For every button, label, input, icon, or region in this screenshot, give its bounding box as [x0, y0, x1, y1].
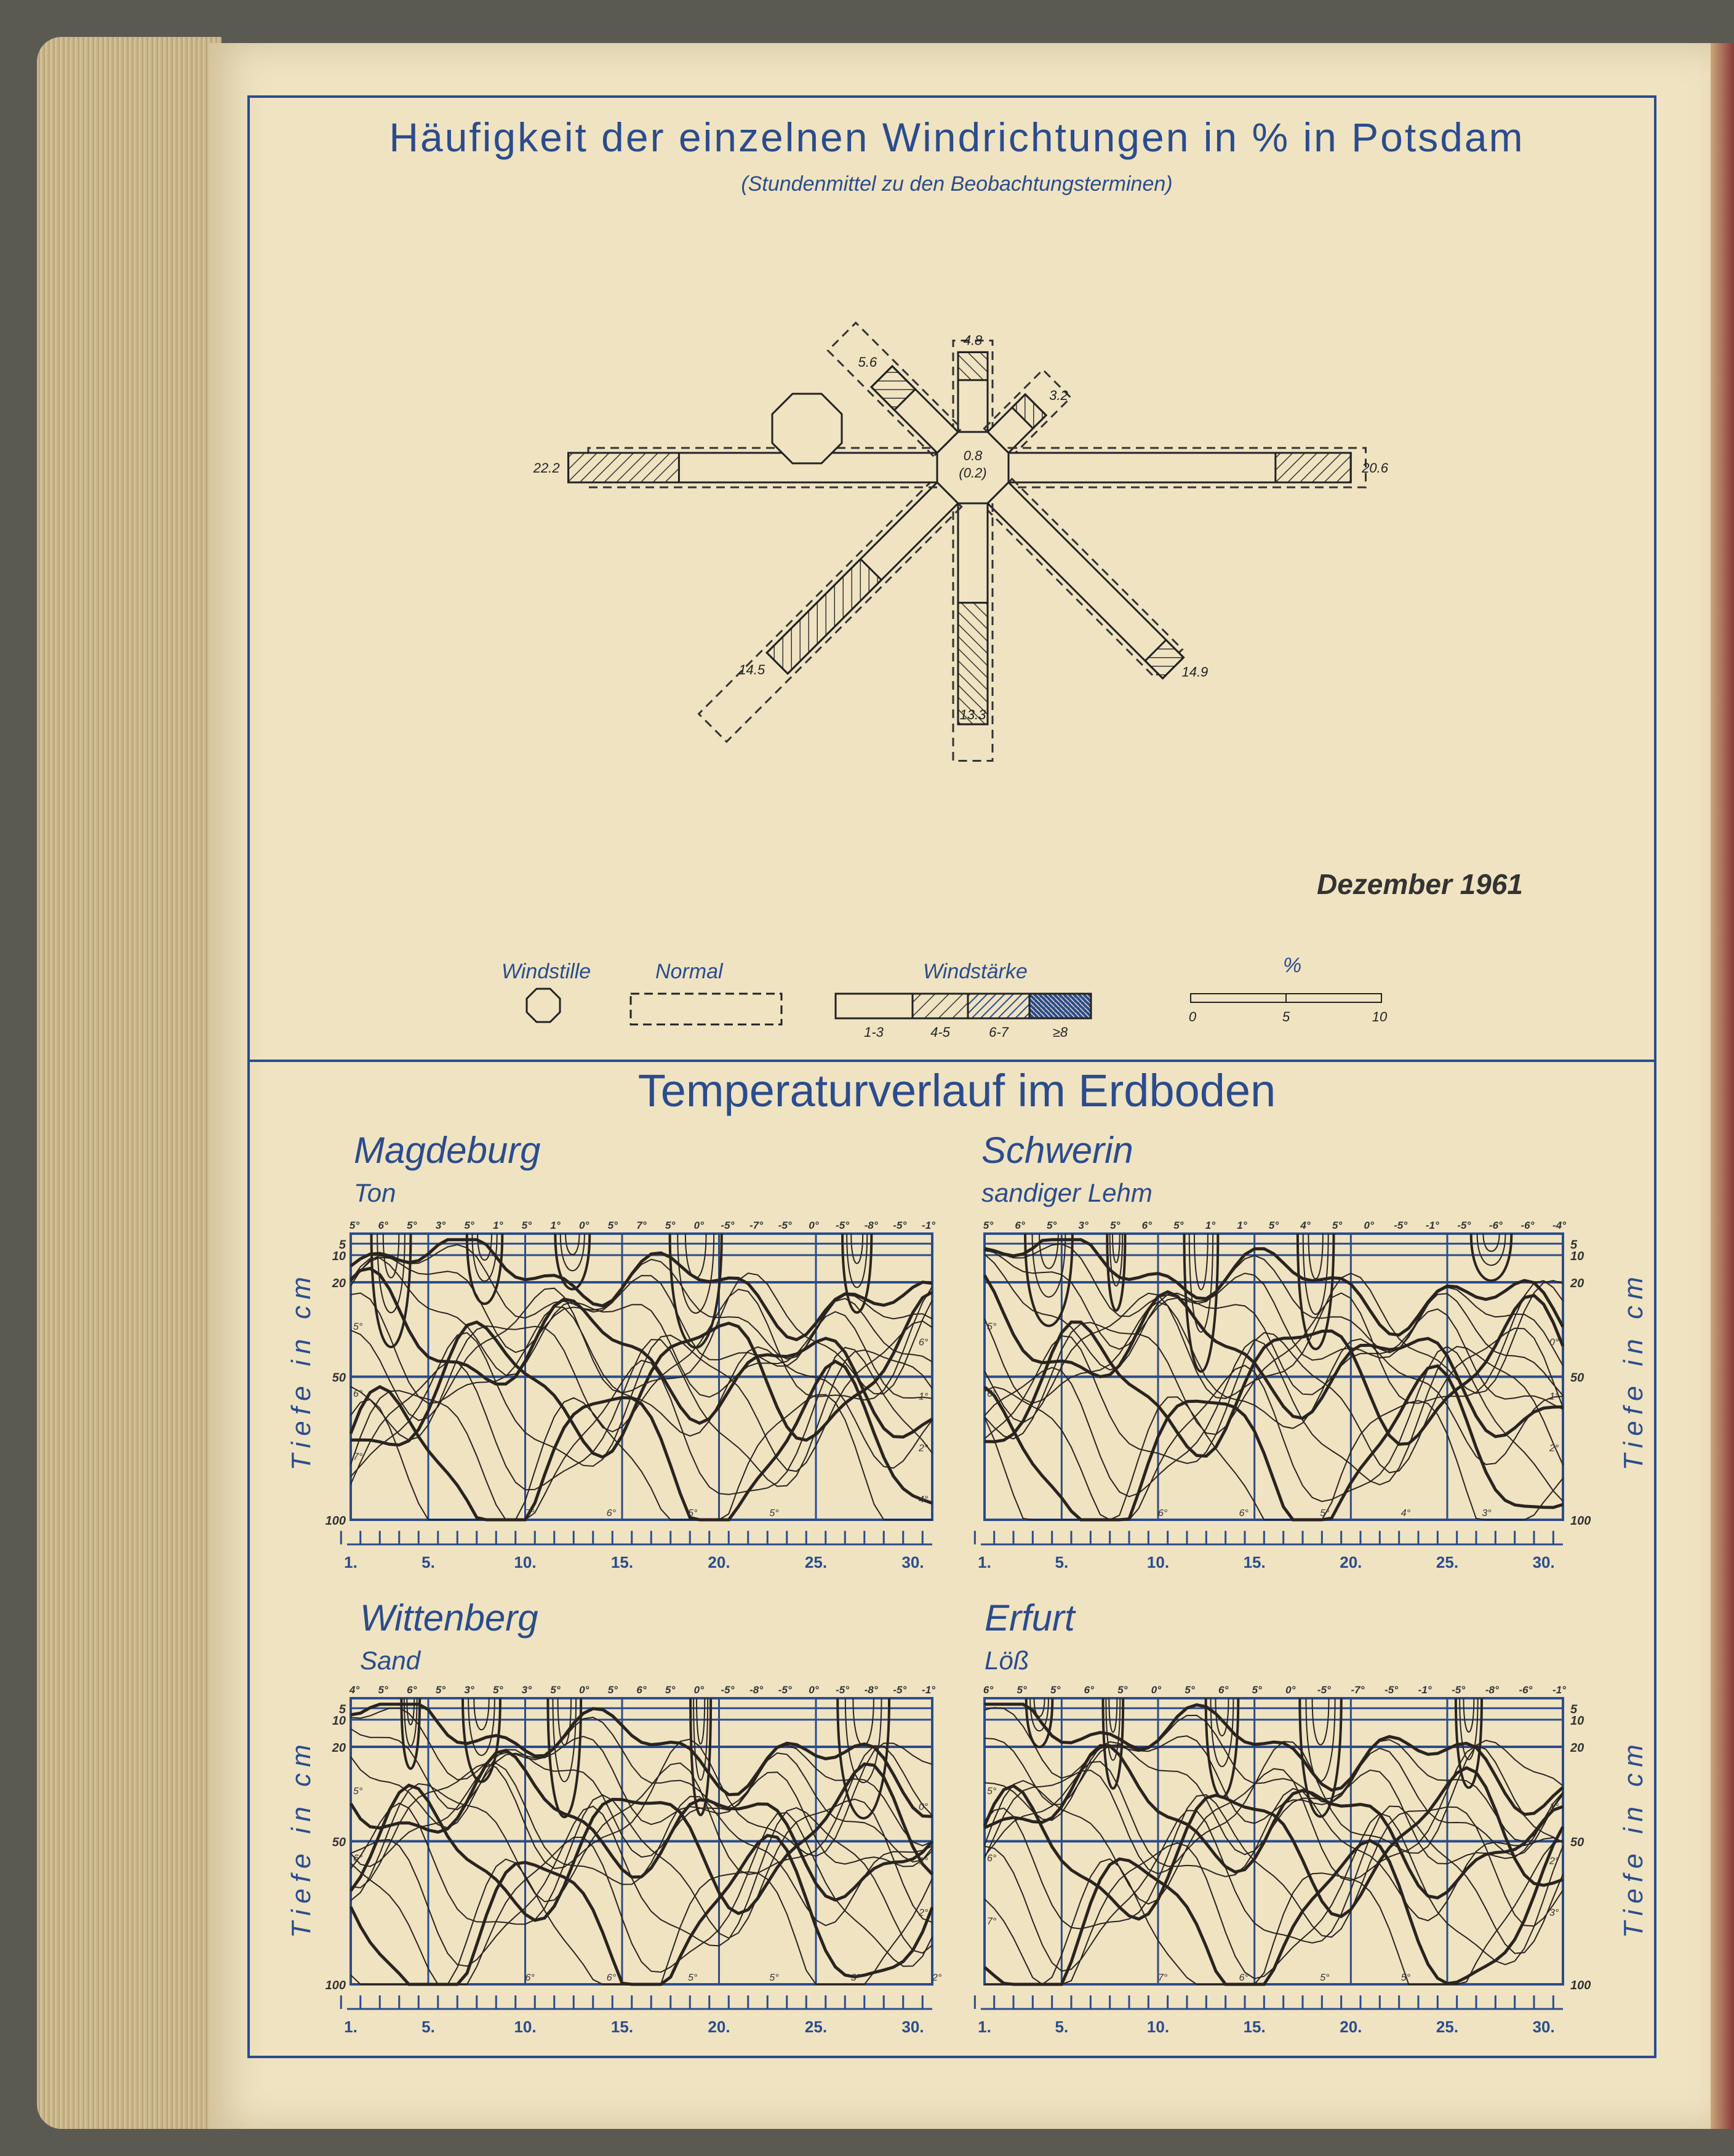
right-isotherm-label: 0°: [1549, 1337, 1559, 1348]
top-isotherm-label: 3°: [464, 1684, 474, 1696]
isotherm: [351, 1293, 932, 1469]
soil-temp-chart-magdeburg: [325, 1209, 960, 1591]
top-isotherm-label: 5°: [1252, 1684, 1262, 1696]
top-isotherm-label: -1°: [922, 1684, 935, 1696]
depth-tick-label: 10: [1570, 1714, 1584, 1728]
day-tick-label: 25.: [1436, 2018, 1459, 2036]
top-isotherm-label: 5°: [464, 1220, 474, 1231]
book-page-edges: [37, 37, 222, 2129]
wind-bar-hatched: [569, 453, 679, 482]
legend-force-1-3: [836, 994, 913, 1018]
top-isotherm-label: -1°: [1425, 1220, 1439, 1231]
top-isotherm-label: 6°: [1015, 1220, 1025, 1231]
top-isotherm-label: -5°: [836, 1220, 850, 1231]
day-tick-label: 20.: [708, 2018, 730, 2036]
top-isotherm-label: 5°: [521, 1220, 532, 1231]
top-isotherm-label: 6°: [1084, 1684, 1094, 1696]
isotherm: [985, 1827, 1563, 1984]
right-isotherm-label: 3°: [1549, 1907, 1559, 1918]
soil-temp-chart-wittenberg: [325, 1674, 960, 2055]
top-isotherm-label: 6°: [378, 1220, 388, 1231]
bottom-isotherm-label: 5°: [1320, 1973, 1330, 1983]
day-tick-label: 20.: [708, 1553, 730, 1571]
day-tick-label: 15.: [610, 2018, 634, 2036]
top-isotherm-label: 1°: [493, 1220, 503, 1231]
side-isotherm-label: 5°: [987, 1321, 997, 1332]
isotherm-loop: [851, 1234, 863, 1263]
day-tick-label: 20.: [1340, 1553, 1362, 1571]
right-isotherm-label: 1°: [919, 1391, 929, 1402]
top-isotherm-label: 6°: [636, 1684, 647, 1696]
bottom-isotherm-label: 7°: [1158, 1973, 1168, 1983]
top-isotherm-label: 5°: [407, 1220, 417, 1231]
isotherm-loop: [853, 1698, 874, 1746]
station-name-schwerin: Schwerin: [981, 1130, 1133, 1171]
wind-value-label-w: 22.2: [533, 460, 560, 476]
top-isotherm-label: 5°: [1110, 1220, 1121, 1231]
soil-type-erfurt: Löß: [985, 1646, 1029, 1675]
top-isotherm-label: -8°: [749, 1684, 764, 1696]
isotherm-loop: [1464, 1698, 1474, 1732]
top-isotherm-label: 6°: [983, 1684, 994, 1696]
depth-tick-label: 5: [338, 1238, 346, 1252]
top-isotherm-label: 5°: [983, 1220, 994, 1231]
top-isotherm-label: 3°: [1078, 1220, 1089, 1231]
top-isotherm-label: 0°: [1364, 1220, 1374, 1231]
book-binding-edge: [1711, 43, 1734, 2129]
side-isotherm-label: 6°: [987, 1853, 997, 1864]
wind-arm-n: [953, 341, 993, 433]
bottom-isotherm-label: 5°: [688, 1508, 698, 1519]
top-isotherm-label: -6°: [1520, 1220, 1535, 1231]
depth-tick-label: 100: [325, 1514, 346, 1528]
isotherm: [985, 1742, 1563, 1864]
top-isotherm-label: -6°: [1488, 1220, 1503, 1231]
top-isotherm-label: 0°: [809, 1220, 819, 1231]
isotherm-loop: [1109, 1698, 1117, 1732]
top-isotherm-label: 5°: [1117, 1684, 1128, 1696]
depth-tick-label: 50: [332, 1371, 346, 1385]
isotherm: [985, 1736, 1563, 1856]
right-isotherm-label: 2°: [1549, 1443, 1559, 1454]
isotherm-loop: [1308, 1234, 1322, 1279]
wind-value-label-ne: 3.2: [1049, 387, 1068, 403]
depth-tick-label: 10: [332, 1714, 346, 1728]
depth-tick-label: 20: [332, 1741, 346, 1755]
right-isotherm-label: 6°: [919, 1337, 929, 1348]
top-isotherm-label: 5°: [665, 1684, 676, 1696]
soil-type-wittenberg: Sand: [360, 1646, 421, 1675]
isotherm: [351, 1348, 932, 1520]
day-tick-label: 25.: [804, 1553, 828, 1571]
legend-percent-tick: 0: [1188, 1009, 1197, 1024]
right-isotherm-label: 1°: [1549, 1802, 1559, 1813]
top-isotherm-label: -8°: [864, 1684, 878, 1696]
isotherm: [351, 1395, 932, 1520]
day-tick-label: 10.: [1146, 2018, 1170, 2036]
legend-force-6-7: [968, 994, 1029, 1018]
bottom-isotherm-label: 5°: [1400, 1973, 1411, 1983]
side-isotherm-label: 6°: [987, 1389, 997, 1400]
depth-tick-label: 10: [332, 1249, 346, 1263]
day-tick-label: 1.: [344, 2018, 358, 2036]
wind-value-label-s: 13.3: [959, 707, 986, 723]
station-name-magdeburg: Magdeburg: [354, 1130, 541, 1171]
day-tick-label: 30.: [1532, 1553, 1555, 1571]
bottom-isotherm-label: 6°: [606, 1508, 617, 1519]
top-isotherm-label: -5°: [1384, 1684, 1399, 1696]
calm-octagon: [772, 394, 842, 463]
right-isotherm-label: 2°: [919, 1443, 929, 1454]
isotherm-loop: [1312, 1698, 1329, 1745]
depth-tick-label: 100: [1570, 1979, 1591, 1992]
isotherm-loop: [697, 1698, 705, 1744]
top-isotherm-label: 5°: [1185, 1684, 1195, 1696]
top-isotherm-label: 5°: [493, 1684, 503, 1696]
top-isotherm-label: 3°: [521, 1684, 532, 1696]
depth-tick-label: 5: [1570, 1238, 1578, 1252]
top-isotherm-label: 5°: [550, 1684, 561, 1696]
bottom-isotherm-label: 5°: [1320, 1508, 1330, 1519]
depth-tick-label: 20: [1570, 1741, 1584, 1755]
bottom-isotherm-label: 4°: [1400, 1508, 1411, 1519]
top-isotherm-label: -5°: [1457, 1220, 1471, 1231]
depth-tick-label: 100: [1570, 1514, 1591, 1528]
station-name-wittenberg: Wittenberg: [360, 1597, 538, 1639]
top-isotherm-label: -6°: [1519, 1684, 1533, 1696]
wind-value-label-sw: 14.5: [738, 661, 765, 677]
top-isotherm-label: 0°: [809, 1684, 819, 1696]
calm-value: 0.8: [963, 448, 983, 463]
side-isotherm-label: 5°: [987, 1786, 997, 1797]
bottom-isotherm-label: 5°: [769, 1508, 779, 1519]
top-isotherm-label: -5°: [721, 1684, 735, 1696]
depth-tick-label: 10: [1570, 1249, 1584, 1263]
side-isotherm-label: 5°: [353, 1321, 363, 1332]
top-isotherm-label: 0°: [1285, 1684, 1296, 1696]
legend-normal-box: [631, 994, 781, 1024]
legend-force-4-5: [913, 994, 968, 1018]
bottom-isotherm-label: 6°: [1158, 1508, 1168, 1519]
top-isotherm-label: -7°: [1351, 1684, 1365, 1696]
isotherm-loop: [1477, 1234, 1506, 1265]
day-tick-label: 5.: [422, 2018, 435, 2036]
top-isotherm-label: 0°: [693, 1220, 704, 1231]
isotherm-loop: [561, 1234, 585, 1271]
top-isotherm-label: 0°: [1151, 1684, 1162, 1696]
top-isotherm-label: -5°: [1452, 1684, 1466, 1696]
legend-percent-tick: 10: [1372, 1009, 1388, 1024]
wind-bar-hatched: [958, 352, 988, 380]
wind-bar-hatched: [1276, 453, 1351, 482]
section-divider: [247, 1060, 1654, 1062]
isotherm: [985, 1741, 1563, 1874]
isotherm: [351, 1292, 932, 1457]
top-isotherm-label: 5°: [607, 1684, 618, 1696]
day-tick-label: 15.: [1243, 1553, 1266, 1571]
depth-tick-label: 50: [1570, 1371, 1584, 1385]
isotherm-loop: [847, 1234, 867, 1287]
top-isotherm-label: 4°: [349, 1684, 360, 1696]
top-isotherm-label: -7°: [749, 1220, 764, 1231]
legend-symbols: [523, 988, 1397, 1043]
top-isotherm-label: -8°: [864, 1220, 878, 1231]
legend-calm-label: Windstille: [501, 960, 591, 983]
wind-arm-w: [569, 448, 937, 487]
legend-normal-label: Normal: [655, 960, 723, 983]
top-isotherm-label: -1°: [1552, 1684, 1566, 1696]
legend-force-class: 4-5: [930, 1024, 950, 1040]
isotherm-loop: [1483, 1234, 1499, 1252]
soil-type-schwerin: sandiger Lehm: [981, 1178, 1153, 1207]
top-isotherm-label: 3°: [435, 1220, 446, 1231]
bottom-isotherm-label: 6°: [606, 1973, 617, 1983]
day-tick-label: 30.: [901, 1553, 924, 1571]
day-tick-label: 5.: [1055, 1553, 1069, 1571]
wind-arm-sw: [699, 479, 962, 741]
bottom-isotherm-label: 5°: [769, 1973, 779, 1983]
top-isotherm-label: 5°: [607, 1220, 618, 1231]
right-isotherm-label: 1°: [1549, 1391, 1559, 1402]
top-isotherm-label: -1°: [922, 1220, 935, 1231]
wind-bar-hatched: [767, 559, 881, 674]
top-isotherm-label: -1°: [1418, 1684, 1432, 1696]
day-tick-label: 30.: [901, 2018, 924, 2036]
isotherm-loop: [474, 1698, 489, 1730]
isotherm-loop: [377, 1234, 405, 1312]
top-isotherm-label: -5°: [778, 1684, 792, 1696]
side-isotherm-label: 6°: [353, 1389, 363, 1400]
isotherm: [985, 1807, 1563, 1971]
day-tick-label: 25.: [804, 2018, 828, 2036]
bottom-isotherm-label: 6°: [1239, 1508, 1249, 1519]
depth-tick-label: 50: [1570, 1835, 1584, 1850]
depth-tick-label: 5: [1570, 1703, 1578, 1717]
isotherm-loop: [1303, 1234, 1328, 1314]
top-isotherm-label: 5°: [1046, 1220, 1057, 1231]
legend-force-class: 6-7: [989, 1024, 1009, 1040]
top-isotherm-label: -5°: [836, 1684, 850, 1696]
soil-temperature-title: Temperaturverlauf im Erdboden: [637, 1065, 1276, 1116]
depth-tick-label: 100: [325, 1979, 346, 1992]
legend-calm-octagon: [527, 989, 560, 1022]
top-isotherm-label: 5°: [1332, 1220, 1343, 1231]
day-tick-label: 10.: [1146, 1553, 1170, 1571]
depth-tick-label: 20: [332, 1277, 346, 1291]
top-isotherm-label: -5°: [778, 1220, 792, 1231]
bottom-isotherm-label: 3°: [1482, 1508, 1492, 1519]
side-isotherm-label: 7°: [987, 1916, 997, 1927]
top-isotherm-label: -5°: [1317, 1684, 1331, 1696]
bottom-isotherm-label: 7°: [525, 1508, 535, 1519]
depth-tick-label: 5: [338, 1703, 346, 1717]
wind-rose-subtitle: (Stundenmittel zu den Beobachtungsterminen): [741, 172, 1173, 196]
isotherm-loop: [1113, 1234, 1120, 1263]
day-tick-label: 5.: [1055, 2018, 1069, 2036]
side-isotherm-label: 6°: [353, 1853, 363, 1864]
top-isotherm-label: 5°: [1173, 1220, 1184, 1231]
wind-arm-ne: [984, 370, 1071, 457]
wind-value-label-n: 4.8: [963, 332, 983, 348]
right-isotherm-label: 2°: [1549, 1856, 1559, 1867]
legend-percent-label: %: [1283, 954, 1302, 977]
isotherm: [351, 1739, 932, 1888]
calm-normal: (0.2): [959, 465, 987, 481]
top-isotherm-label: -5°: [721, 1220, 735, 1231]
bottom-isotherm-label: 3°: [850, 1973, 860, 1983]
right-isotherm-label: 4°: [919, 1495, 929, 1506]
isotherm: [351, 1807, 932, 1966]
top-isotherm-label: 6°: [1141, 1220, 1152, 1231]
top-isotherm-label: 1°: [550, 1220, 561, 1231]
top-isotherm-label: -8°: [1485, 1684, 1499, 1696]
depth-tick-label: 50: [332, 1835, 346, 1850]
day-tick-label: 15.: [1243, 2018, 1266, 2036]
top-isotherm-label: 5°: [665, 1220, 676, 1231]
top-isotherm-label: 5°: [378, 1684, 388, 1696]
top-isotherm-label: 7°: [636, 1220, 647, 1231]
station-name-erfurt: Erfurt: [985, 1597, 1075, 1639]
right-isotherm-label: 0°: [919, 1802, 929, 1813]
depth-axis-title: Tiefe in cm: [286, 1271, 316, 1471]
day-tick-label: 1.: [344, 1553, 358, 1571]
depth-tick-label: 20: [1570, 1277, 1584, 1291]
day-tick-label: 5.: [422, 1553, 435, 1571]
side-isotherm-label: 7°: [353, 1451, 363, 1463]
top-isotherm-label: 5°: [349, 1220, 360, 1231]
legend-force-class: ≥8: [1052, 1024, 1068, 1040]
isotherm: [351, 1321, 932, 1477]
wind-arm-e: [1009, 448, 1366, 487]
top-isotherm-label: 5°: [1268, 1220, 1279, 1231]
wind-rose-chart: [431, 295, 1477, 849]
top-isotherm-label: 0°: [579, 1220, 589, 1231]
day-tick-label: 1.: [978, 1553, 991, 1571]
soil-temp-chart-schwerin: [960, 1209, 1612, 1591]
day-tick-label: 1.: [978, 2018, 991, 2036]
top-isotherm-label: -4°: [1552, 1220, 1566, 1231]
day-tick-label: 15.: [610, 1553, 634, 1571]
bottom-isotherm-label: 5°: [688, 1973, 698, 1983]
side-isotherm-label: 5°: [353, 1786, 363, 1797]
day-tick-label: 10.: [514, 1553, 537, 1571]
wind-bar-hatched: [958, 603, 988, 725]
legend-force-8: [1029, 994, 1091, 1018]
right-isotherm-label: 2°: [919, 1907, 929, 1918]
wind-value-label-se: 14.9: [1181, 664, 1209, 680]
month-label: Dezember 1961: [1317, 868, 1523, 900]
day-tick-label: 10.: [514, 2018, 537, 2036]
legend-percent-tick: 5: [1282, 1009, 1290, 1024]
depth-axis-title: Tiefe in cm: [1618, 1271, 1648, 1471]
soil-type-magdeburg: Ton: [354, 1178, 396, 1207]
top-isotherm-label: 6°: [1218, 1684, 1229, 1696]
top-isotherm-label: 6°: [407, 1684, 417, 1696]
top-isotherm-label: 5°: [435, 1684, 446, 1696]
isotherm: [351, 1287, 932, 1440]
wind-value-label-nw: 5.6: [858, 354, 877, 370]
legend-force-label: Windstärke: [923, 960, 1028, 983]
wind-bar: [988, 482, 1183, 678]
bottom-isotherm-label: 2°: [932, 1973, 942, 1983]
right-isotherm-label: 1°: [919, 1856, 929, 1867]
day-tick-label: 25.: [1436, 1553, 1459, 1571]
top-isotherm-label: 0°: [693, 1684, 704, 1696]
isotherm: [351, 1750, 932, 1867]
top-isotherm-label: 4°: [1300, 1220, 1311, 1231]
top-isotherm-label: 5°: [1017, 1684, 1027, 1696]
isotherm-loop: [407, 1698, 414, 1725]
depth-axis-title: Tiefe in cm: [1618, 1738, 1648, 1938]
bottom-isotherm-label: 6°: [1239, 1973, 1249, 1983]
bottom-isotherm-label: 6°: [525, 1973, 535, 1983]
top-isotherm-label: 5°: [1050, 1684, 1061, 1696]
top-isotherm-label: -5°: [893, 1220, 907, 1231]
top-isotherm-label: -5°: [893, 1684, 907, 1696]
depth-axis-title: Tiefe in cm: [286, 1738, 316, 1938]
day-tick-label: 30.: [1532, 2018, 1555, 2036]
top-isotherm-label: -5°: [1394, 1220, 1408, 1231]
top-isotherm-label: 1°: [1237, 1220, 1247, 1231]
top-isotherm-label: 0°: [579, 1684, 589, 1696]
legend-force-class: 1-3: [864, 1024, 884, 1040]
soil-temp-chart-erfurt: [960, 1674, 1612, 2055]
isotherm-loop: [677, 1234, 714, 1313]
day-tick-label: 20.: [1340, 2018, 1362, 2036]
wind-arm-se: [984, 479, 1187, 682]
wind-arm-nw: [828, 323, 962, 457]
wind-value-label-e: 20.6: [1362, 460, 1389, 476]
top-isotherm-label: 1°: [1205, 1220, 1216, 1231]
wind-rose-title: Häufigkeit der einzelnen Windrichtungen in % in Potsdam: [389, 114, 1525, 160]
